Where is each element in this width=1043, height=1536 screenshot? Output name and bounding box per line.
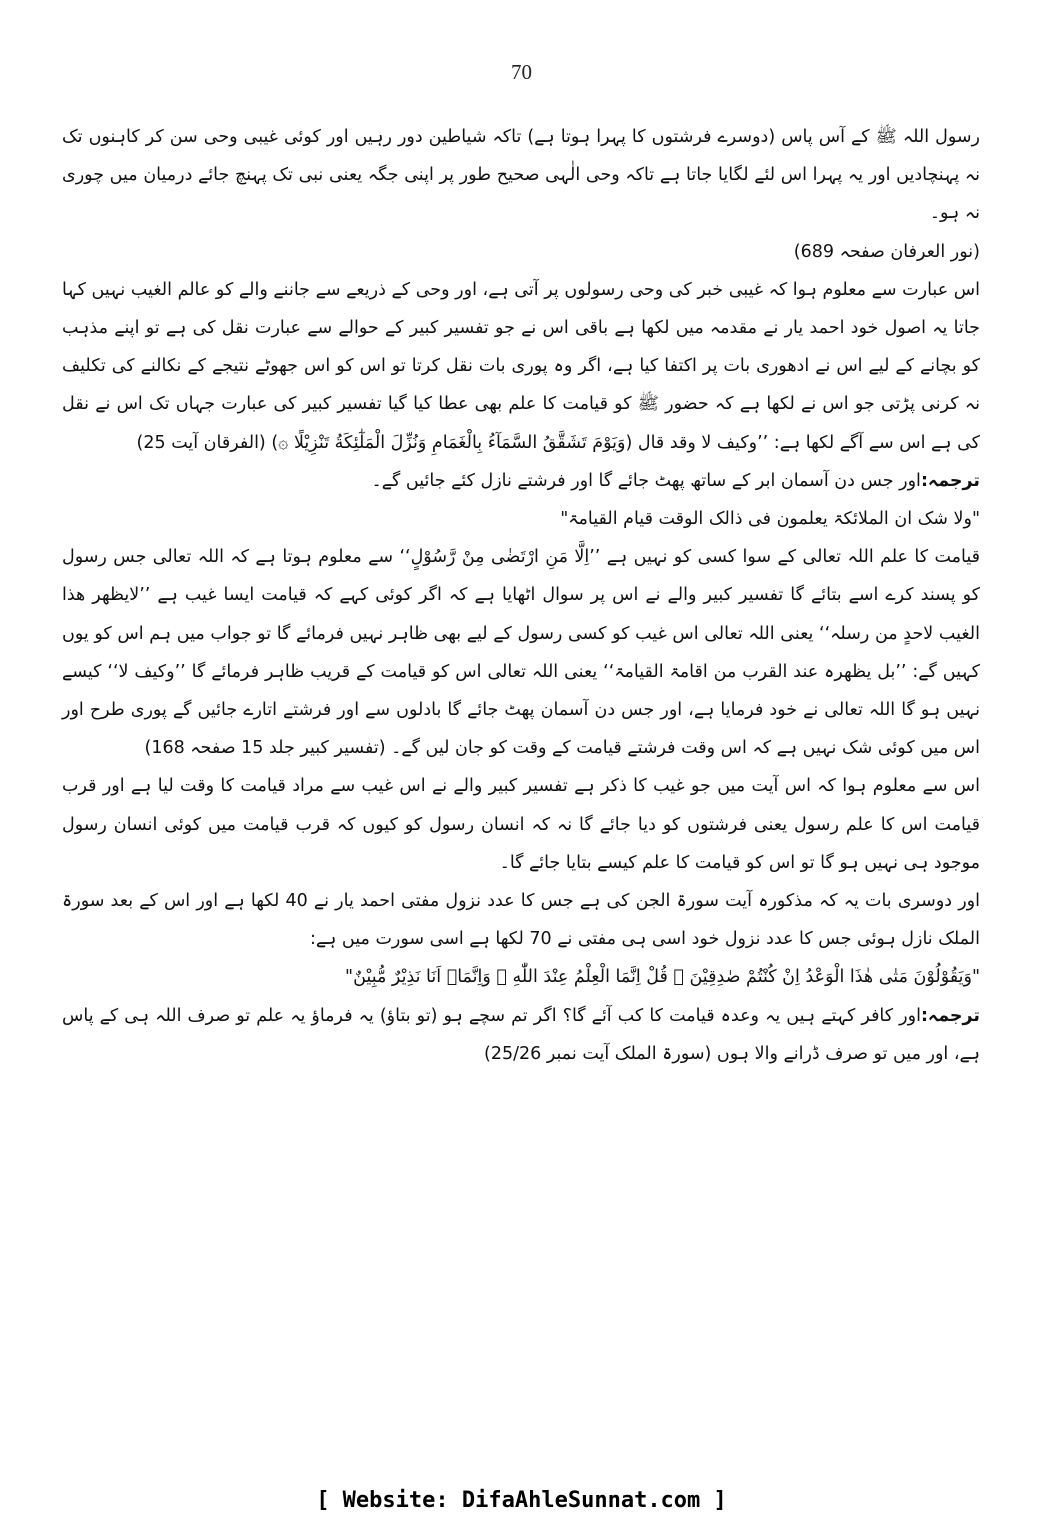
paragraph: قیامت کا علم اللہ تعالی کے سوا کسی کو نہیں ہے ’’اِلَّا مَنِ ارْتَضٰى مِنْ رَّسُوْلٍ‘‘ سے معلوم ہوتا ہے کہ اللہ تعالی جس رسول کو پسند کرے اسے بتائے گا تفسیر کبیر والے نے اس پر سوال اٹھایا ہے کہ اگر کوئی کہے کہ قیامت ایسا غیب ہے ’’لایظھر ھذا الغیب لاحدٍ من رسلہ‘‘ یعنی اللہ تعالی اس غیب کو کسی رسول کے لیے بھی ظاہر نہیں فرمائے گا تو جواب میں ہم اس کو یوں کہیں گے: ’’بل یظھرہ عند القرب من اقامۃ القیامۃ‘‘ یعنی اللہ تعالی اس کو قیامت کے قریب ظاہر فرمائے گا ’’وکیف لا‘‘ کیسے نہیں ہو گا اللہ تعالی نے خود فرمایا ہے، اور جس دن آسمان پھٹ جائے گا بادلوں سے اور فرشتے اتارے جائیں گے پوری طرح اور اس میں کوئی شک نہیں ہے کہ اس وقت فرشتے قیامت کے وقت کو جان لیں گے۔ (تفسیر کبیر جلد 15 صفحہ 168) bbox=[62, 547, 980, 759]
arabic-quote: "ولا شک ان الملائکۃ یعلمون فی ذالک الوقت قیام القیامۃ" bbox=[560, 509, 980, 530]
page-number: 70 bbox=[511, 60, 532, 84]
translation-block bbox=[62, 462, 980, 500]
paragraph: اس عبارت سے معلوم ہوا کہ غیبی خبر کی وحی رسولوں پر آتی ہے، اور وحی کے ذریعے سے جاننے والے کو عالم الغیب نہیں کہا جاتا یہ اصول خود احمد یار نے مقدمہ میں لکھا ہے باقی اس نے جو تفسیر کبیر کے حوالے سے عبارت نقل کی ہے تو اپنے مذہب کو بچانے کے لیے اس نے ادھوری بات پر اکتفا کیا ہے، اگر وہ پوری بات نقل کرتا تو اس کو اس جھوٹے نتیجے کے نکالنے کی تکلیف نہ کرنی پڑتی جو اس نے لکھا ہے کہ حضور ﷺ کو قیامت کا علم بھی عطا کیا گیا تفسیر کبیر کی عبارت جہاں تک اس نے نقل کی ہے اس سے آگے لکھا ہے: ’’وکیف لا وقد قال (وَيَوْمَ تَشَقَّقُ السَّمَآءُ بِالْغَمَامِ وَنُزِّلَ الْمَلٰٓئِكَةُ تَنْزِيْلًا ۞) (الفرقان آیت 25) bbox=[62, 279, 980, 453]
paragraph: رسول اللہ ﷺ کے آس پاس (دوسرے فرشتوں کا پہرا ہوتا ہے) تاکہ شیاطین دور رہیں اور کوئی غیبی وحی سن کر کاہنوں تک نہ پہنچادیں اور یہ پہرا اس لئے لگایا جاتا ہے تاکہ وحی الٰہی صحیح طور پر اپنی جگہ یعنی نبی تک پہنچ جائے درمیان میں چوری نہ ہو۔ bbox=[62, 127, 980, 224]
arabic-verse-quote: "وَيَقُوْلُوْنَ مَتٰى هٰذَا الْوَعْدُ اِنْ كُنْتُمْ صٰدِقِيْنَ ۞ قُلْ اِنَّمَا الْعِلْمُ عِنْدَ اللّٰهِ ۪ وَاِنَّمَاۤ اَنَا نَذِيْرٌ مُّبِيْنٌ" bbox=[345, 967, 980, 988]
paragraph: اور دوسری بات یہ کہ مذکورہ آیت سورۃ الجن کی ہے جس کا عدد نزول مفتی احمد یار نے 40 لکھا ہے اور اس کے بعد سورۃ الملک نازل ہوئی جس کا عدد نزول خود اسی ہی مفتی نے 70 لکھا ہے اسی سورت میں ہے: bbox=[62, 891, 980, 950]
paragraph-citation: (نور العرفان صفحہ 689) bbox=[793, 241, 980, 262]
translation-text: اور جس دن آسمان ابر کے ساتھ پھٹ جائے گا اور فرشتے نازل کئے جائیں گے۔ bbox=[371, 470, 921, 491]
translation-text: اور کافر کہتے ہیں یہ وعدہ قیامت کا کب آئے گا؟ اگر تم سچے ہو (تو بتاؤ) یہ فرماؤ یہ علم تو صرف اللہ ہی کے پاس ہے، اور میں تو صرف ڈرانے والا ہوں (سورۃ الملک آیت نمبر 25/26) bbox=[62, 1005, 980, 1064]
paragraph: اس سے معلوم ہوا کہ اس آیت میں جو غیب کا ذکر ہے تفسیر کبیر والے نے اس غیب سے مراد قیامت کا وقت لیا ہے اور قرب قیامت اس کا علم رسول یعنی فرشتوں کو دیا جائے گا نہ کہ انسان رسول کو کیوں کہ قرب قیامت میں کوئی انسان رسول موجود ہی نہیں ہو گا تو اس کو قیامت کا علم کیسے بتایا جائے گا۔ bbox=[62, 776, 980, 873]
website-footer: [ Website: DifaAhleSunnat.com ] bbox=[316, 1488, 727, 1513]
translation-label: ترجمہ: bbox=[920, 470, 980, 491]
translation-block bbox=[62, 997, 980, 1073]
page-body bbox=[62, 118, 980, 1073]
translation-label: ترجمہ: bbox=[920, 1005, 980, 1026]
